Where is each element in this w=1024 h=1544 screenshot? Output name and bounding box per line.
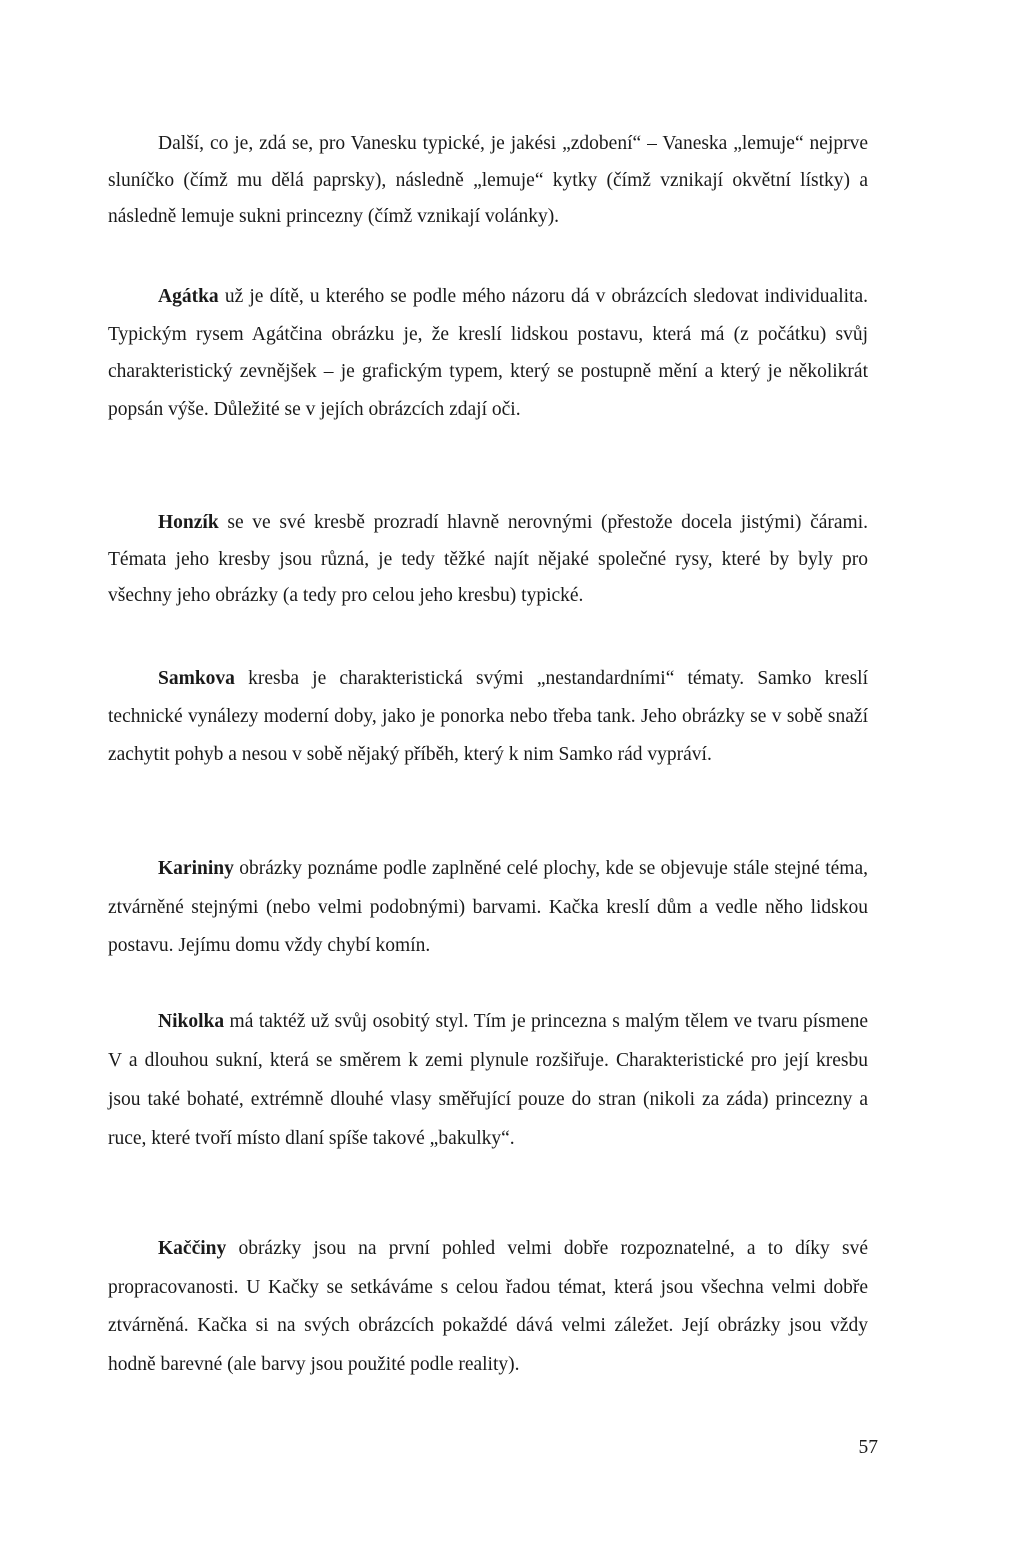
paragraph-text: Další, co je, zdá se, pro Vanesku typické, je jakési „zdobení“ – Vaneska „lemuje“ nejprve sluníčko (čímž mu dělá paprsky), následně „lemuje“ kytky (čímž vznikají okvětní lístky) a následně lemuje sukni princezny (čímž vznikají volánky). bbox=[108, 133, 868, 227]
child-name: Honzík bbox=[158, 512, 219, 533]
child-name: Agátka bbox=[158, 286, 219, 307]
paragraph-samko bbox=[108, 660, 868, 774]
child-name: Nikolka bbox=[158, 1011, 225, 1032]
child-name: Kaččiny bbox=[158, 1238, 227, 1259]
child-name: Karininy bbox=[158, 858, 234, 879]
paragraph-karina bbox=[108, 850, 868, 966]
paragraph-text: už je dítě, u kterého se podle mého názoru dá v obrázcích sledovat individualita. Typickým rysem Agátčina obrázku je, že kreslí lidskou postavu, která má (z počátku) svůj charakteristický zevnějšek – je grafickým typem, který se postupně mění a který je několikrát popsán výše. Důležité se v jejích obrázcích zdají oči. bbox=[108, 286, 868, 420]
paragraph-vaneska bbox=[108, 126, 868, 236]
child-name: Samkova bbox=[158, 668, 235, 689]
paragraph-honzik bbox=[108, 505, 868, 615]
paragraph-text: kresba je charakteristická svými „nestandardními“ tématy. Samko kreslí technické vynálezy moderní doby, jako je ponorka nebo třeba tank. Jeho obrázky se v sobě snaží zachytit pohyb a nesou v sobě nějaký příběh, který k nim Samko rád vypráví. bbox=[108, 668, 868, 765]
paragraph-kacka bbox=[108, 1230, 868, 1384]
paragraph-nikolka bbox=[108, 1002, 868, 1158]
page-number: 57 bbox=[858, 1437, 878, 1458]
paragraph-text: má taktéž už svůj osobitý styl. Tím je princezna s malým tělem ve tvaru písmene V a dlouhou sukní, která se směrem k zemi plynule rozšiřuje. Charakteristické pro její kresbu jsou také bohaté, extrémně dlouhé vlasy směřující pouze do stran (nikoli za záda) princezny a ruce, které tvoří místo dlaní spíše takové „bakulky“. bbox=[108, 1011, 868, 1149]
paragraph-text: se ve své kresbě prozradí hlavně nerovnými (přestože docela jistými) čárami. Témata jeho kresby jsou různá, je tedy těžké najít nějaké společné rysy, které by byly pro všechny jeho obrázky (a tedy pro celou jeho kresbu) typické. bbox=[108, 512, 868, 606]
paragraph-text: obrázky poznáme podle zaplněné celé plochy, kde se objevuje stále stejné téma, ztvárněné stejnými (nebo velmi podobnými) barvami. Kačka kreslí dům a vedle něho lidskou postavu. Jejímu domu vždy chybí komín. bbox=[108, 858, 868, 956]
paragraph-text: obrázky jsou na první pohled velmi dobře rozpoznatelné, a to díky své propracovanosti. U Kačky se setkáváme s celou řadou témat, která jsou všechna velmi dobře ztvárněná. Kačka si na svých obrázcích pokaždé dává velmi záležet. Její obrázky jsou vždy hodně barevné (ale barvy jsou použité podle reality). bbox=[108, 1238, 868, 1375]
paragraph-agatka bbox=[108, 278, 868, 428]
